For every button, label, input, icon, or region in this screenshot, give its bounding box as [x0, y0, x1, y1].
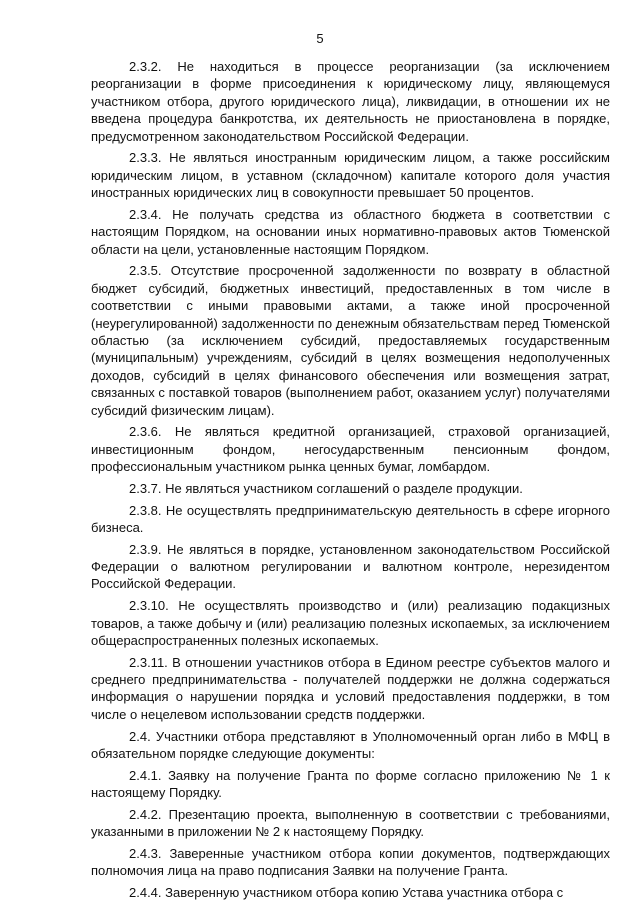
clause-2-3-10: 2.3.10. Не осуществлять производство и (или) реализацию подакцизных товаров, а также добычу и (или) реализацию полезных ископаемых, за исключением общераспространенных полезных ископаемых.: [91, 598, 610, 648]
document-body: [91, 58, 610, 906]
page-number: 5: [316, 31, 324, 46]
clause-2-4: 2.4. Участники отбора представляют в Уполномоченный орган либо в МФЦ в обязательном порядке следующие документы:: [91, 728, 610, 761]
clause-2-3-5: 2.3.5. Отсутствие просроченной задолженности по возврату в областной бюджет субсидий, бюджетных инвестиций, предоставленных в том числе в соответствии с иными правовыми актами, а также иной просроченной (неурегулированной) задолженности по денежным обязательствам перед Тюменской областью (за исключением субсидий, предоставляемых государственным (муниципальным) учреждениям, субсидий в целях возмещения недополученных доходов, субсидий в целях финансового обеспечения или возмещения затрат, связанных с поставкой товаров (выполнением работ, оказанием услуг) получателями субсидий физическим лицам).: [91, 263, 610, 418]
clause-2-3-8: 2.3.8. Не осуществлять предпринимательскую деятельность в сфере игорного бизнеса.: [91, 502, 610, 535]
clause-2-4-1: 2.4.1. Заявку на получение Гранта по форме согласно приложению № 1 к настоящему Порядку.: [91, 767, 610, 801]
clause-2-4-3: 2.4.3. Заверенные участником отбора копии документов, подтверждающих полномочия лица на право подписания Заявки на получение Гранта.: [91, 845, 610, 879]
clause-2-3-9: 2.3.9. Не являться в порядке, установленном законодательством Российской Федерации о валютном регулировании и валютном контроле, нерезидентом Российской Федерации.: [91, 541, 610, 592]
clause-2-3-3: 2.3.3. Не являться иностранным юридическим лицом, а также российским юридическим лицом, в уставном (складочном) капитале которого доля участия иностранных юридических лиц в совокупности превышает 50 процентов.: [91, 150, 610, 201]
clause-2-3-2: 2.3.2. Не находиться в процессе реорганизации (за исключением реорганизации в форме присоединения к юридическому лицу, являющемуся участником отбора, другого юридического лица), ликвидации, в отношении их не введена процедура банкротства, их деятельность не приостановлена в порядке, предусмотренном законодательством Российской Федерации.: [91, 59, 610, 144]
clause-2-3-11: 2.3.11. В отношении участников отбора в Едином реестре субъектов малого и среднего предпринимательства - получателей поддержки не должна содержаться информация о нарушении порядка и условий предоставления поддержки, в том числе о нецелевом использовании средств поддержки.: [91, 654, 610, 722]
clause-2-3-6: 2.3.6. Не являться кредитной организацией, страховой организацией, инвестиционным фондом, негосударственным пенсионным фондом, профессиональным участником рынка ценных бумаг, ломбардом.: [91, 424, 610, 475]
clause-2-4-2: 2.4.2. Презентацию проекта, выполненную в соответствии с требованиями, указанными в приложении № 2 к настоящему Порядку.: [91, 806, 610, 840]
clause-2-4-4: 2.4.4. Заверенную участником отбора копию Устава участника отбора с: [129, 885, 564, 901]
clause-2-3-7: 2.3.7. Не являться участником соглашений о разделе продукции.: [129, 480, 523, 496]
clause-2-3-4: 2.3.4. Не получать средства из областного бюджета в соответствии с настоящим Порядком, на основании иных нормативно-правовых актов Тюменской области на цели, установленные настоящим Порядком.: [91, 206, 610, 257]
